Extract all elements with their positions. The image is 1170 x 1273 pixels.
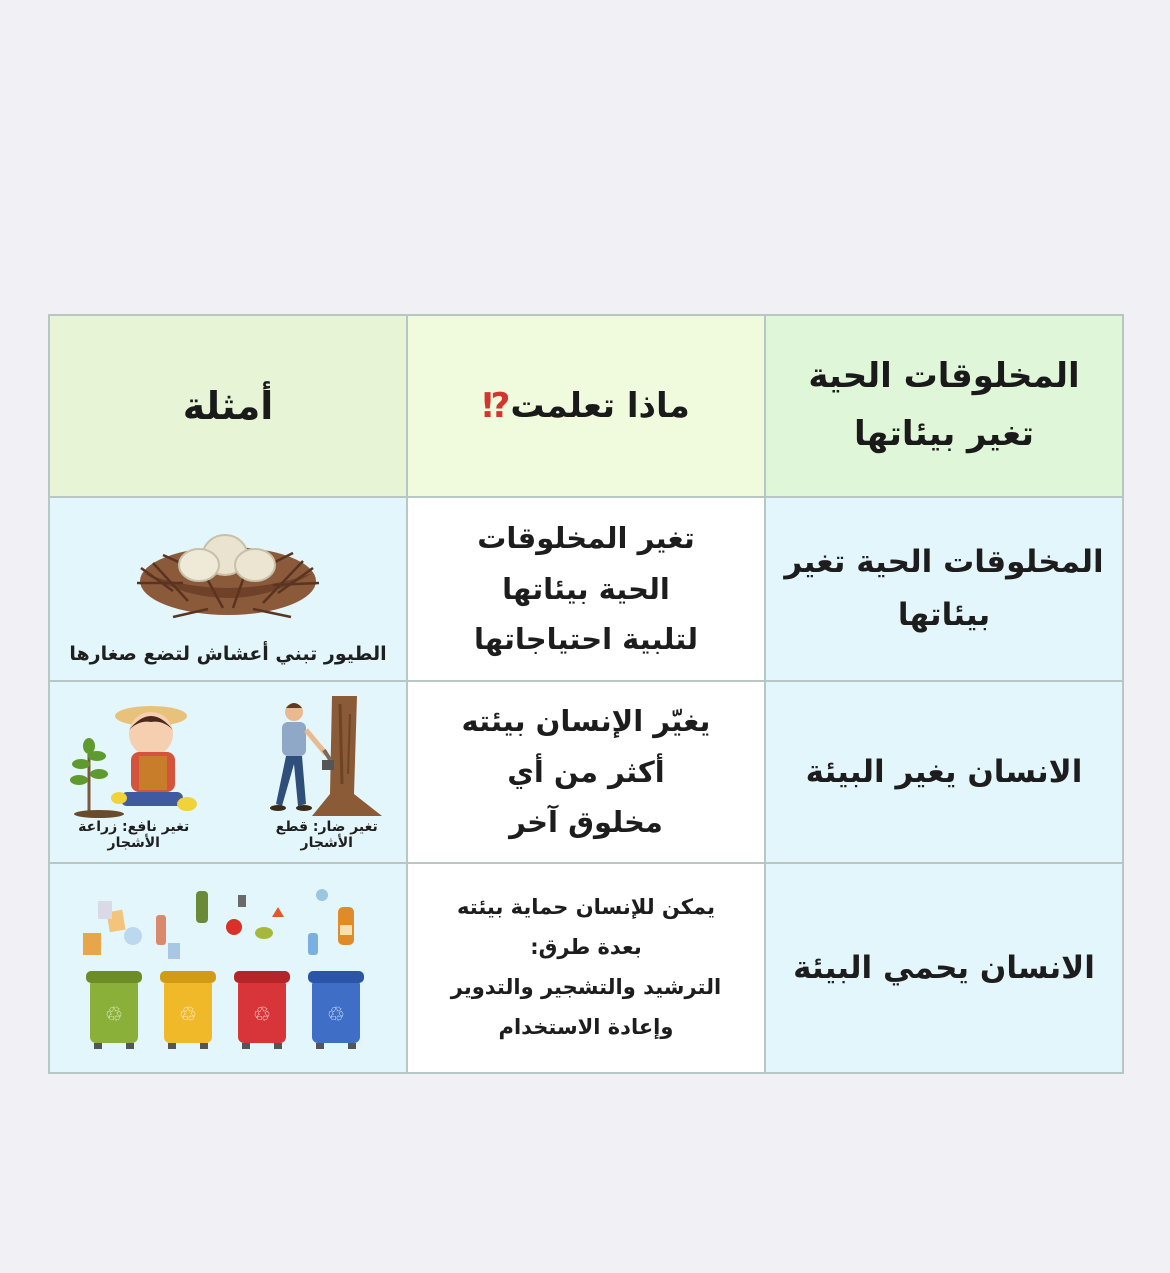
bird-nest-icon xyxy=(133,513,323,623)
learned-line: وإعادة الاستخدام xyxy=(498,1014,674,1039)
learned-cell xyxy=(407,863,765,1073)
learned-line: يمكن للإنسان حماية بيئته xyxy=(457,895,715,920)
header-row xyxy=(49,315,1123,497)
learned-text xyxy=(408,696,764,848)
svg-text:♲: ♲ xyxy=(105,1002,123,1026)
bin-red xyxy=(234,971,290,1049)
learned-cell xyxy=(407,681,765,863)
example-cell xyxy=(49,863,407,1073)
table-row xyxy=(49,497,1123,681)
example-cell xyxy=(49,497,407,681)
table-row xyxy=(49,681,1123,863)
learned-text xyxy=(408,513,764,665)
main-text xyxy=(766,536,1122,641)
svg-text:♲: ♲ xyxy=(327,1002,345,1026)
what-learned-header-cell xyxy=(407,315,765,497)
learned-line: الترشيد والتشجير والتدوير xyxy=(450,975,722,999)
learned-line: لتلبية احتياجاتها xyxy=(473,622,699,657)
main-text: الانسان يحمي البيئة xyxy=(793,949,1095,986)
main-header-line2: تغير بيئاتها xyxy=(853,414,1035,454)
learned-line: مخلوق آخر xyxy=(509,805,663,840)
what-learned-label: ماذا تعلمت xyxy=(510,386,690,426)
main-header-cell xyxy=(765,315,1123,497)
svg-text:♲: ♲ xyxy=(179,1002,197,1026)
main-text: الانسان يغير البيئة xyxy=(805,753,1083,790)
learned-cell xyxy=(407,497,765,681)
examples-images xyxy=(50,694,406,851)
girl-planting-tree-icon xyxy=(59,694,209,819)
lesson-table xyxy=(48,314,1124,1074)
learned-line: بعدة طرق: xyxy=(530,935,642,960)
bin-yellow xyxy=(160,971,216,1049)
svg-text:♲: ♲ xyxy=(253,1002,271,1026)
learned-line: تغير المخلوقات xyxy=(477,520,695,555)
examples-header-cell xyxy=(49,315,407,497)
useful-change-example xyxy=(50,694,217,851)
harmful-change-caption: تغير ضار: قطع الأشجار xyxy=(275,818,378,851)
main-cell xyxy=(765,863,1123,1073)
learned-line: الحية بيئاتها xyxy=(502,571,670,606)
learned-text xyxy=(408,888,764,1048)
table-row xyxy=(49,863,1123,1073)
question-exclamation-icon: ⁉ xyxy=(482,386,511,426)
harmful-change-example xyxy=(247,694,406,851)
bin-blue xyxy=(308,971,364,1049)
bin-green xyxy=(86,971,142,1049)
main-cell xyxy=(765,497,1123,681)
main-line: بيئاتها xyxy=(897,597,991,633)
main-header-line1: المخلوقات الحية xyxy=(808,356,1080,397)
recycling-bins-icon xyxy=(78,881,378,1051)
nest-caption: الطيور تبني أعشاش لتضع صغارها xyxy=(69,643,387,665)
main-line: المخلوقات الحية تغير xyxy=(784,544,1104,581)
main-cell xyxy=(765,681,1123,863)
example-cell xyxy=(49,681,407,863)
man-cutting-tree-icon xyxy=(262,694,392,819)
useful-change-caption: تغير نافع: زراعة الأشجار xyxy=(78,818,190,851)
learned-line: يغيّر الإنسان بيئته xyxy=(461,703,711,738)
learned-line: أكثر من أي xyxy=(507,754,665,789)
examples-header: أمثلة xyxy=(182,383,274,428)
what-learned-header xyxy=(482,386,690,426)
main-header xyxy=(766,348,1122,464)
